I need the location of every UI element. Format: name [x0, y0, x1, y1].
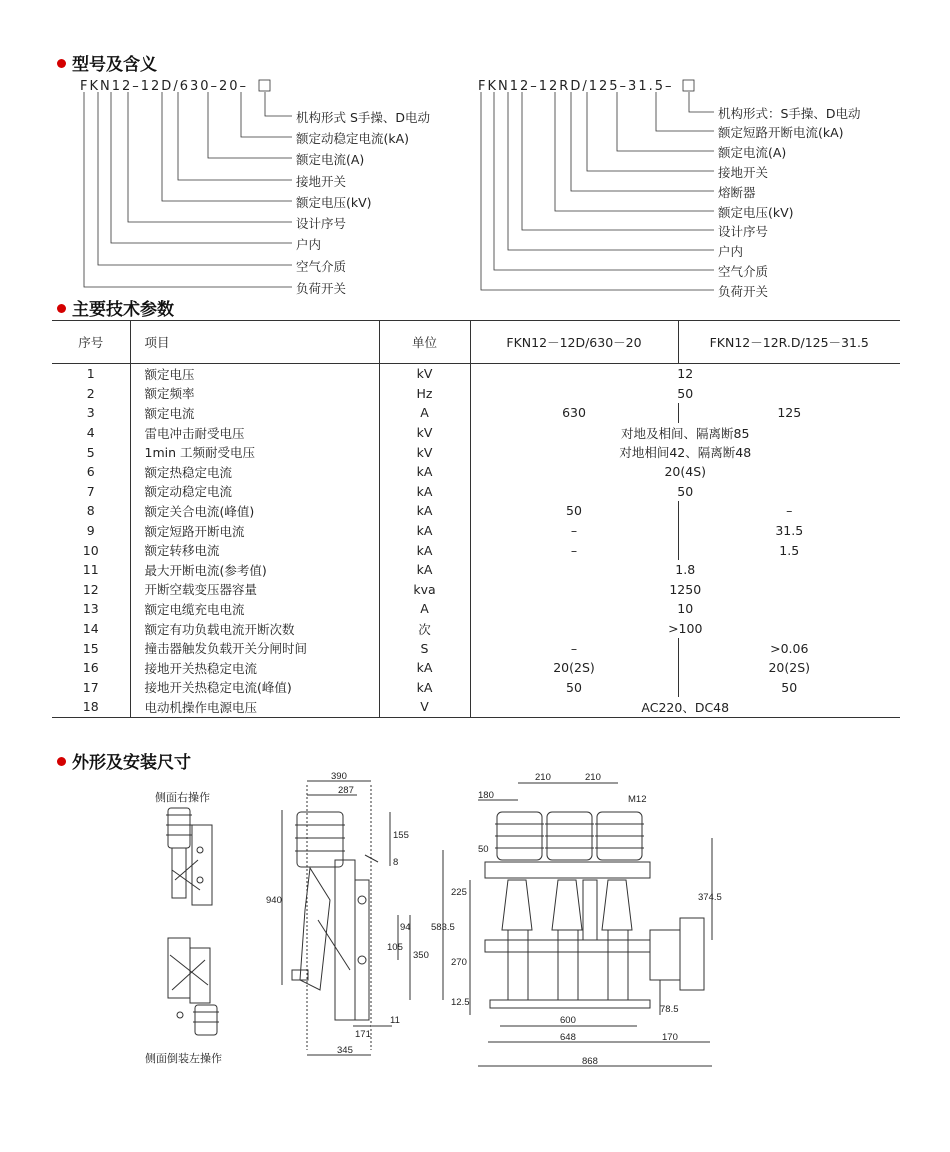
row-value-merged-cell: 20(4S) [470, 462, 900, 482]
row-item-cell: 额定电压 [130, 364, 379, 384]
row-value-b-cell: 50 [678, 678, 900, 698]
dim-270: 270 [451, 957, 467, 968]
row-number-cell: 15 [82, 640, 99, 656]
section-title-text: 型号及含义 [72, 55, 157, 75]
section-title-text: 主要技术参数 [72, 300, 174, 320]
row-number-cell: 18 [52, 697, 130, 717]
model-right-label-6: 设计序号 [718, 224, 769, 239]
dim-345: 345 [337, 1045, 353, 1056]
row-unit-cell: kA [379, 658, 470, 678]
row-number-cell: 6 [86, 464, 95, 480]
row-unit-cell: kA [379, 521, 470, 541]
row-unit-cell: kA [379, 501, 470, 521]
row-unit-cell: kA [379, 560, 470, 580]
dim-225: 225 [451, 887, 467, 898]
side-right-op-label: 侧面右操作 [155, 791, 210, 804]
row-item-cell: 接地开关热稳定电流 [130, 658, 379, 678]
row-value-a-cell: – [470, 540, 678, 560]
model-left-label-4: 额定电压(kV) [296, 195, 372, 210]
row-item-cell: 额定关合电流(峰值) [130, 501, 379, 521]
model-right-label-5: 额定电压(kV) [718, 205, 794, 220]
dim-600: 600 [560, 1015, 576, 1026]
row-value-a-cell: 50 [470, 678, 678, 698]
row-value-b-cell: >0.06 [678, 638, 900, 658]
dim-11: 11 [390, 1015, 400, 1026]
model-left-label-3: 接地开关 [296, 174, 347, 189]
model-left-label-7: 空气介质 [296, 259, 347, 274]
model-right-label-8: 空气介质 [718, 264, 769, 279]
dim-171: 171 [355, 1029, 371, 1040]
model-right-label-3: 接地开关 [718, 165, 769, 180]
row-value-a-cell: – [470, 521, 678, 541]
dim-648: 648 [560, 1032, 576, 1043]
section-title-text: 外形及安装尺寸 [72, 753, 191, 773]
model-left-label-6: 户内 [296, 237, 322, 252]
row-unit-cell: S [379, 638, 470, 658]
dim-583-5: 583.5 [431, 922, 455, 933]
header-model-a: FKN12－12D/630－20 [470, 321, 678, 364]
row-item-cell: 额定动稳定电流 [130, 482, 379, 502]
row-unit-cell: kA [379, 482, 470, 502]
row-number-cell: 14 [82, 621, 99, 637]
row-number-cell: 11 [82, 562, 99, 578]
row-number-cell: 17 [82, 679, 99, 695]
small-side-view-left-icon [168, 938, 219, 1035]
row-item-cell: 接地开关热稳定电流(峰值) [130, 678, 379, 698]
row-value-merged-cell: 12 [470, 364, 900, 384]
row-item-cell: 开断空载变压器容量 [130, 580, 379, 600]
row-unit-cell: A [379, 599, 470, 619]
row-value-merged-cell: 10 [470, 599, 900, 619]
row-number-cell: 12 [82, 581, 99, 597]
row-unit-cell: kV [379, 423, 470, 443]
row-unit-cell: Hz [379, 384, 470, 404]
dim-155: 155 [393, 830, 409, 841]
dim-170: 170 [662, 1032, 678, 1043]
row-item-cell: 额定短路开断电流 [130, 521, 379, 541]
row-unit-cell: kV [379, 364, 470, 384]
row-item-cell: 额定有功负载电流开断次数 [130, 619, 379, 639]
dim-12-5: 12.5 [451, 997, 470, 1008]
row-unit-cell: kA [379, 678, 470, 698]
model-right-label-9: 负荷开关 [718, 284, 769, 299]
row-unit-cell: kA [379, 462, 470, 482]
row-number-cell: 1 [86, 366, 95, 382]
dim-50: 50 [478, 844, 489, 855]
dim-350: 350 [413, 950, 429, 961]
row-item-cell: 额定电缆充电电流 [130, 599, 379, 619]
dim-210-b: 210 [585, 772, 601, 783]
row-value-merged-cell: >100 [470, 619, 900, 639]
row-value-merged-cell: AC220、DC48 [470, 697, 900, 717]
row-number-cell: 7 [86, 483, 95, 499]
dim-374-5: 374.5 [698, 892, 722, 903]
row-value-merged-cell: 对地相间42、隔离断48 [470, 442, 900, 462]
dim-m12: M12 [628, 794, 647, 805]
row-value-b-cell: 125 [678, 403, 900, 423]
dim-78-5: 78.5 [660, 1004, 679, 1015]
row-unit-cell: A [379, 403, 470, 423]
model-right-label-1: 额定短路开断电流(kA) [718, 125, 844, 140]
row-number-cell: 16 [82, 660, 99, 676]
row-item-cell: 撞击器触发负载开关分闸时间 [130, 638, 379, 658]
model-right-label-2: 额定电流(A) [718, 145, 787, 160]
header-model-b: FKN12－12R.D/125－31.5 [678, 321, 900, 364]
dim-940: 940 [266, 895, 282, 906]
row-number-cell: 8 [86, 503, 95, 519]
dim-868: 868 [582, 1056, 598, 1067]
row-value-b-cell: 20(2S) [678, 658, 900, 678]
main-side-view-icon [292, 785, 378, 1050]
row-value-a-cell: 50 [470, 501, 678, 521]
row-number-cell: 13 [82, 601, 99, 617]
row-item-cell: 1min 工频耐受电压 [130, 442, 379, 462]
model-left-label-2: 额定电流(A) [296, 152, 365, 167]
model-left-label-8: 负荷开关 [296, 281, 347, 296]
row-item-cell: 雷电冲击耐受电压 [130, 423, 379, 443]
model-left-label-0: 机构形式 S手操、D电动 [296, 110, 431, 125]
row-value-b-cell: 31.5 [678, 521, 900, 541]
front-view-icon [485, 812, 704, 1008]
dim-390: 390 [331, 771, 347, 782]
model-left-label-1: 额定动稳定电流(kA) [296, 131, 410, 146]
row-value-merged-cell: 50 [470, 482, 900, 502]
row-value-merged-cell: 1250 [470, 580, 900, 600]
row-value-a-cell: – [470, 638, 678, 658]
dim-210-a: 210 [535, 772, 551, 783]
row-value-b-cell: – [678, 501, 900, 521]
row-number-cell: 2 [86, 385, 95, 401]
row-value-merged-cell: 50 [470, 384, 900, 404]
row-number-cell: 4 [86, 425, 95, 441]
model-code-right: FKN12–12RD/125–31.5– [478, 79, 674, 94]
row-number-cell: 9 [86, 523, 95, 539]
row-value-a-cell: 20(2S) [470, 658, 678, 678]
row-number-cell: 3 [86, 405, 95, 421]
model-code-left: FKN12–12D/630–20– [80, 79, 249, 94]
row-value-a-cell: 630 [470, 403, 678, 423]
row-unit-cell: kva [379, 580, 470, 600]
side-left-op-label: 侧面倒装左操作 [145, 1052, 222, 1065]
model-right-label-0: 机构形式：S手操、D电动 [718, 106, 861, 121]
dim-287: 287 [338, 785, 354, 796]
row-item-cell: 额定热稳定电流 [130, 462, 379, 482]
row-value-b-cell: 1.5 [678, 540, 900, 560]
row-item-cell: 电动机操作电源电压 [130, 697, 379, 717]
row-item-cell: 最大开断电流(参考值) [130, 560, 379, 580]
row-unit-cell: 次 [379, 619, 470, 639]
header-item: 项目 [130, 321, 379, 364]
dim-94: 94 [400, 922, 411, 933]
row-value-merged-cell: 对地及相间、隔离断85 [470, 423, 900, 443]
small-side-view-right-icon [166, 808, 212, 905]
row-unit-cell: V [379, 697, 470, 717]
row-unit-cell: kV [379, 442, 470, 462]
row-item-cell: 额定频率 [130, 384, 379, 404]
dim-8: 8 [393, 857, 399, 868]
dim-105: 105 [387, 942, 403, 953]
row-item-cell: 额定转移电流 [130, 540, 379, 560]
header-unit: 单位 [379, 321, 470, 364]
row-value-merged-cell: 1.8 [470, 560, 900, 580]
model-left-label-5: 设计序号 [296, 216, 347, 231]
row-unit-cell: kA [379, 540, 470, 560]
header-no: 序号 [52, 321, 130, 364]
row-item-cell: 额定电流 [130, 403, 379, 423]
model-right-label-7: 户内 [718, 244, 744, 259]
row-number-cell: 10 [82, 542, 99, 558]
dim-180: 180 [478, 790, 494, 801]
row-number-cell: 5 [86, 444, 95, 460]
model-right-label-4: 熔断器 [718, 185, 756, 200]
